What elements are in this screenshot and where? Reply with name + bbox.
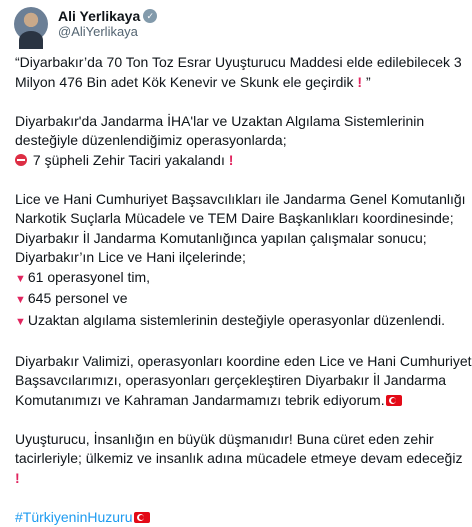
red-triangle-emoji-icon: ▼ xyxy=(15,273,26,285)
turkey-flag-emoji-icon xyxy=(134,512,150,523)
author-display-name[interactable]: Ali Yerlikaya xyxy=(58,8,140,24)
text-line: Diyarbakır’ın Lice ve Hani ilçelerinde; xyxy=(15,248,437,268)
tweet-header xyxy=(14,6,437,42)
turkey-flag-emoji-icon xyxy=(386,395,402,406)
text-line: Lice ve Hani Cumhuriyet Başsavcılıkları ile Jandarma Genel Komutanlığı xyxy=(15,190,437,210)
paragraph-1 xyxy=(15,53,437,92)
exclamation-emoji-icon: ! xyxy=(229,152,234,168)
exclamation-emoji-icon: ! xyxy=(15,470,20,486)
text-span: Komutanımızı ve Kahraman Jandarmamızı tebrik ediyorum. xyxy=(15,392,385,408)
list-item-text: 61 operasyonel tim, xyxy=(28,269,150,285)
author-handle[interactable]: @AliYerlikaya xyxy=(58,24,157,40)
text-line xyxy=(15,469,437,489)
list-item xyxy=(15,268,437,290)
text-line: “Diyarbakır’da 70 Ton Toz Esrar Uyuşturucu Maddesi elde edilebilecek 3 xyxy=(15,53,437,73)
paragraph-2 xyxy=(15,112,437,171)
text-line: tacirleriyle; ülkemiz ve insanlık adına mücadele etmeye devam edeceğiz xyxy=(15,449,437,469)
text-span: 7 şüpheli Zehir Taciri yakalandı xyxy=(33,152,225,168)
text-line xyxy=(15,151,437,171)
list-item-text: Uzaktan algılama sistemlerinin desteğiyle operasyonlar düzenlendi. xyxy=(28,312,445,328)
verified-badge-icon: ✓ xyxy=(143,9,157,23)
name-row xyxy=(58,8,157,24)
exclamation-emoji-icon: ! xyxy=(357,74,362,90)
text-line: Başsavcılarımızı, operasyonları gerçekleştiren Diyarbakır İl Jandarma xyxy=(15,371,437,391)
text-line: Diyarbakır İl Jandarma Komutanlığınca yapılan çalışmalar sonucu; xyxy=(15,229,437,249)
tweet-text xyxy=(14,53,437,527)
no-entry-emoji-icon xyxy=(15,154,27,166)
text-line xyxy=(15,391,437,411)
list-item xyxy=(15,311,437,333)
text-line: Uyuşturucu, İnsanlığın en büyük düşmanıdır! Buna cüret eden zehir xyxy=(15,430,437,450)
avatar[interactable] xyxy=(14,7,48,41)
text-line: desteğiyle düzenlendiğimiz operasyonlarda; xyxy=(15,131,437,151)
paragraph-5 xyxy=(15,430,437,489)
text-line: Diyarbakır'da Jandarma İHA'lar ve Uzaktan Algılama Sistemlerinin xyxy=(15,112,437,132)
list-item-text: 645 personel ve xyxy=(28,290,128,306)
red-triangle-emoji-icon: ▼ xyxy=(15,294,26,306)
hashtag-link[interactable]: #TürkiyeninHuzuru xyxy=(15,509,133,525)
paragraph-3 xyxy=(15,190,437,333)
text-span: ” xyxy=(362,74,371,90)
text-line: Narkotik Suçlarla Mücadele ve TEM Daire Başkanlıkları koordinesinde; xyxy=(15,209,437,229)
text-line: Diyarbakır Valimizi, operasyonları koordine eden Lice ve Hani Cumhuriyet xyxy=(15,352,437,372)
text-line xyxy=(15,73,437,93)
text-span: Milyon 476 Bin adet Kök Kenevir ve Skunk ele geçirdik xyxy=(15,74,354,90)
hashtag-line xyxy=(15,508,437,527)
red-triangle-emoji-icon: ▼ xyxy=(15,316,26,328)
list-item xyxy=(15,289,437,311)
author-names xyxy=(58,8,157,40)
paragraph-4 xyxy=(15,352,437,411)
